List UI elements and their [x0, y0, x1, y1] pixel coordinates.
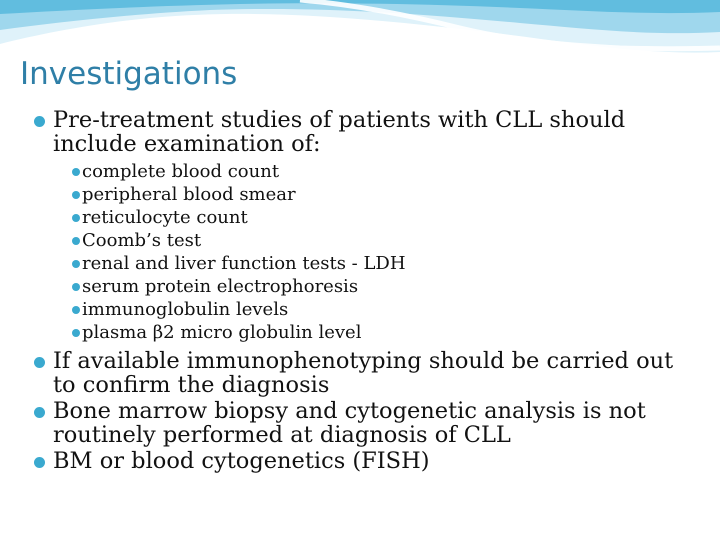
- sub-bullet-7: [71, 298, 717, 321]
- sub-bullet-text: peripheral blood smear: [82, 184, 296, 205]
- sub-bullet-1: [71, 160, 717, 183]
- main-bullet-text: BM or blood cytogenetics (FISH): [53, 448, 430, 474]
- sub-bullet-icon: [72, 214, 80, 222]
- main-bullet-text: Bone marrow biopsy and cytogenetic analysis is not routinely performed at diagnosis of CLL: [53, 398, 646, 448]
- sub-bullet-icon: [72, 237, 80, 245]
- sub-bullet-icon: [72, 329, 80, 337]
- sub-bullet-3: [71, 206, 717, 229]
- sub-bullet-text: renal and liver function tests - LDH: [82, 253, 406, 274]
- sub-bullet-5: [71, 252, 717, 275]
- sub-bullet-text: reticulocyte count: [82, 207, 248, 228]
- slide-title: Investigations: [20, 56, 238, 92]
- bullet-icon: [34, 407, 45, 418]
- sub-bullet-icon: [72, 306, 80, 314]
- main-bullet-1: [33, 108, 717, 344]
- sub-bullet-icon: [72, 283, 80, 291]
- sub-bullet-text: serum protein electrophoresis: [82, 276, 359, 297]
- main-bullet-2: [33, 349, 717, 397]
- main-bullet-text: If available immunophenotyping should be carried out to confirm the diagnosis: [53, 348, 674, 398]
- sub-bullet-list: [71, 160, 717, 344]
- sub-bullet-icon: [72, 260, 80, 268]
- main-bullet-text: Pre-treatment studies of patients with CLL should include examination of:: [53, 107, 626, 157]
- bullet-icon: [34, 116, 45, 127]
- sub-bullet-icon: [72, 168, 80, 176]
- main-bullet-4: [33, 449, 717, 473]
- sub-bullet-6: [71, 275, 717, 298]
- sub-bullet-4: [71, 229, 717, 252]
- bullet-icon: [34, 457, 45, 468]
- main-bullet-3: [33, 399, 717, 447]
- sub-bullet-text: plasma β2 micro globulin level: [82, 322, 362, 343]
- sub-bullet-2: [71, 183, 717, 206]
- sub-bullet-text: complete blood count: [82, 161, 280, 182]
- sub-bullet-text: Coomb’s test: [82, 230, 202, 251]
- slide-content: [33, 108, 717, 473]
- main-bullet-list: [33, 108, 717, 473]
- sub-bullet-text: immunoglobulin levels: [82, 299, 289, 320]
- bullet-icon: [34, 357, 45, 368]
- sub-bullet-8: [71, 321, 717, 344]
- sub-bullet-icon: [72, 191, 80, 199]
